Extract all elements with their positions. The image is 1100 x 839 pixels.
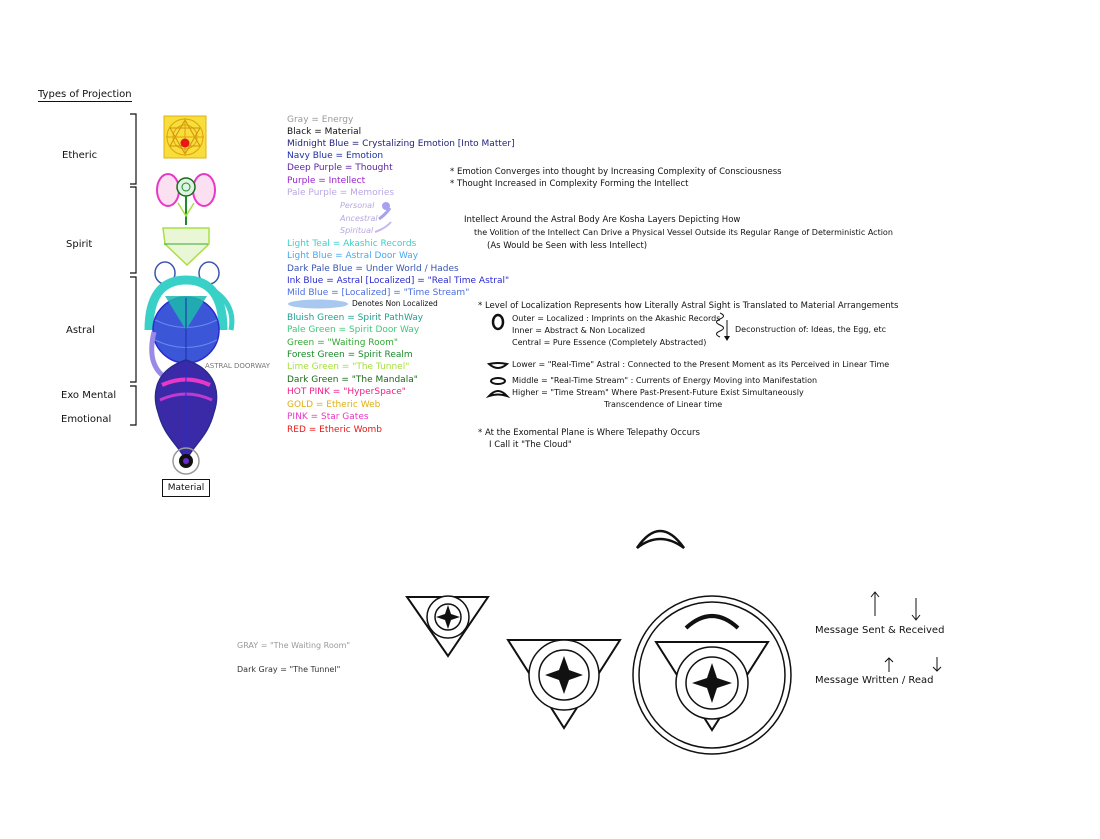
legend-item: Dark Pale Blue = Under World / Hades: [287, 264, 459, 274]
note-outer: Outer = Localized : Imprints on the Akashic Records: [512, 314, 721, 323]
note-deconstruction: Deconstruction of: Ideas, the Egg, etc: [735, 325, 886, 334]
note-exomental: * At the Exomental Plane is Where Telepathy Occurs: [478, 428, 700, 438]
note-higher-2: Transcendence of Linear time: [604, 400, 723, 409]
note-intellect-2: the Volition of the Intellect Can Drive a Physical Vessel Outside its Regular Range of Deterministic Action: [474, 228, 893, 237]
message-sent-received-label: Message Sent & Received: [815, 625, 945, 636]
legend-item: Deep Purple = Thought: [287, 163, 393, 173]
legend-item: Midnight Blue = Crystalizing Emotion [Into Matter]: [287, 139, 515, 149]
plane-label-etheric: Etheric: [62, 150, 98, 161]
bracket-spirit: [130, 187, 136, 273]
note-higher: Higher = "Time Stream" Where Past-Present-Future Exist Simultaneously: [512, 388, 804, 397]
page-title: Types of Projection: [38, 89, 132, 100]
legend-item: Light Blue = Astral Door Way: [287, 251, 419, 261]
etheric-web-icon: [164, 116, 206, 158]
bracket-exo-emotional: [130, 386, 136, 425]
note-intellect-1: Intellect Around the Astral Body Are Kosha Layers Depicting How: [464, 215, 741, 225]
note-inner: Inner = Abstract & Non Localized: [512, 326, 646, 335]
bracket-etheric: [130, 114, 136, 184]
lower-glyph: [489, 363, 507, 368]
large-circle-emblem-icon: [633, 596, 791, 754]
legend-item: Pale Green = Spirit Door Way: [287, 325, 420, 335]
legend-item: Lime Green = "The Tunnel": [287, 362, 410, 372]
etheric-womb-dot: [181, 139, 190, 148]
plane-label-astral: Astral: [66, 325, 95, 336]
legend-item: Ink Blue = Astral [Localized] = "Real Time Astral": [287, 276, 510, 286]
plane-label-emotional: Emotional: [61, 414, 112, 425]
note-emotion: * Emotion Converges into thought by Increasing Complexity of Consciousness: [450, 167, 782, 177]
memory-ancestral: Ancestral: [340, 214, 378, 223]
legend-item: RED = Etheric Womb: [287, 425, 382, 435]
legend-item: Forest Green = Spirit Realm: [287, 350, 413, 360]
legend-item: Gray = Energy: [287, 115, 354, 125]
note-localization: * Level of Localization Represents how Literally Astral Sight is Translated to Material Arrangements: [478, 301, 899, 311]
crescent-icon: [637, 531, 684, 548]
legend-item: Dark Green = "The Mandala": [287, 375, 418, 385]
legend-item: Mild Blue = [Localized] = "Time Stream": [287, 288, 470, 298]
note-middle: Middle = "Real-Time Stream" : Currents of Energy Moving into Manifestation: [512, 376, 818, 385]
dark-gray-label: Dark Gray = "The Tunnel": [237, 665, 341, 674]
localization-glyph: [493, 315, 503, 329]
legend-item: Pale Purple = Memories: [287, 188, 395, 198]
gray-label: GRAY = "The Waiting Room": [237, 641, 351, 650]
memory-personal: Personal: [340, 201, 375, 210]
legend-item: GOLD = Etheric Web: [287, 400, 381, 410]
memory-spiritual: Spiritual: [340, 226, 374, 235]
legend-item: PINK = Star Gates: [287, 412, 369, 422]
non-localized-swatch: [288, 300, 348, 309]
legend-item: Light Teal = Akashic Records: [287, 239, 417, 249]
legend-item: Green = "Waiting Room": [287, 338, 399, 348]
plane-label-spirit: Spirit: [66, 239, 93, 250]
bracket-astral: [130, 277, 136, 382]
non-localized-label: Denotes Non Localized: [352, 299, 438, 308]
middle-glyph: [491, 378, 505, 384]
small-triangle-emblem-icon: [407, 596, 488, 656]
legend-item: Navy Blue = Emotion: [287, 151, 384, 161]
message-written-read-label: Message Written / Read: [815, 675, 934, 686]
note-cloud: I Call it "The Cloud": [489, 440, 572, 450]
note-lower: Lower = "Real-Time" Astral : Connected to the Present Moment as its Perceived in Linear Time: [512, 360, 890, 369]
note-thought: * Thought Increased in Complexity Forming the Intellect: [450, 179, 689, 189]
note-intellect-3: (As Would be Seen with less Intellect): [487, 241, 648, 251]
mandala-icon: [177, 178, 195, 196]
higher-glyph: [489, 391, 507, 396]
plane-brackets: [130, 114, 136, 425]
astral-doorway-label: ASTRAL DOORWAY: [205, 362, 271, 370]
material-label: Material: [162, 479, 210, 497]
legend-item: Black = Material: [287, 127, 362, 137]
legend-item: Bluish Green = Spirit PathWay: [287, 313, 424, 323]
note-central: Central = Pure Essence (Completely Abstracted): [512, 338, 707, 347]
legend-item: HOT PINK = "HyperSpace": [287, 387, 406, 397]
plane-label-exo-mental: Exo Mental: [61, 390, 117, 401]
legend-item: Purple = Intellect: [287, 176, 366, 186]
medium-triangle-emblem-icon: [508, 640, 620, 728]
